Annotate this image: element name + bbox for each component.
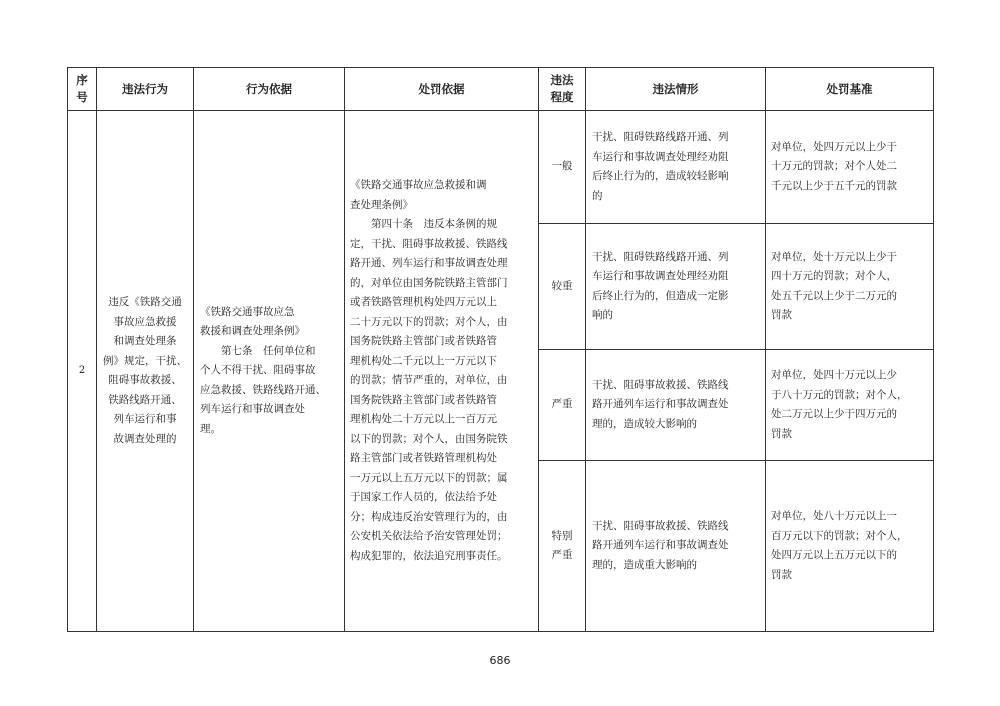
standard-cell: 对单位，处四万元以上少于 十万元的罚款；对个人处二 千元以上少于五千元的罚款 — [766, 111, 934, 224]
degree-cell: 一般 — [539, 111, 586, 224]
table-row — [68, 111, 934, 224]
table-header-row — [68, 68, 934, 111]
degree-cell: 较重 — [539, 224, 586, 350]
header-basis: 行为依据 — [194, 68, 345, 111]
case-cell: 干扰、阻碍铁路线路开通、列 车运行和事故调查处理经劝阻 后终止行为的，但造成一定影 响的 — [586, 224, 766, 350]
penalty-standard-table — [67, 67, 934, 632]
header-act: 违法行为 — [97, 68, 194, 111]
row-seq: 2 — [68, 111, 97, 632]
standard-cell: 对单位，处十万元以上少于 四十万元的罚款；对个人， 处五千元以上少于二万元的 罚款 — [766, 224, 934, 350]
penalty-basis-cell: 《铁路交通事故应急救援和调 查处理条例》 第四十条 违反本条例的规 定，干扰、阻碍事故救援、铁路线 路开通、列车运行和事故调查处理 的，对单位由国务院铁路主管部门 或者铁路管理机构处四万元以上 二十万元以下的罚款；对个人，由 国务院铁路主管部门或者铁路管 理机构处二千元以上一万元以下 的罚款；情节严重的，对单位，由 国务院铁路主管部门或者铁路管 理机构处二十万元以上一百万元 以下的罚款；对个人，由国务院铁 路主管部门或者铁路管理机构处 一万元以上五万元以下的罚款；属 于国家工作人员的，依法给予处 分；构成违反治安管理行为的，由 公安机关依法给予治安管理处罚； 构成犯罪的，依法追究刑事责任。 — [345, 111, 539, 632]
header-standard: 处罚基准 — [766, 68, 934, 111]
illegal-act-cell: 违反《铁路交通 事故应急救援 和调查处理条 例》规定，干扰、 阻碍事故救援、 铁路线路开通、 列车运行和事 故调查处理的 — [97, 111, 194, 632]
standard-cell: 对单位，处八十万元以上一 百万元以下的罚款；对个人， 处四万元以上五万元以下的 罚款 — [766, 461, 934, 632]
header-case: 违法情形 — [586, 68, 766, 111]
header-penalty-basis: 处罚依据 — [345, 68, 539, 111]
case-cell: 干扰、阻碍铁路线路开通、列 车运行和事故调查处理经劝阻 后终止行为的，造成较轻影响 的 — [586, 111, 766, 224]
header-seq: 序 号 — [68, 68, 97, 111]
case-cell: 干扰、阻碍事故救援、铁路线 路开通列车运行和事故调查处 理的，造成重大影响的 — [586, 461, 766, 632]
degree-cell: 特别 严重 — [539, 461, 586, 632]
standard-cell: 对单位，处四十万元以上少 于八十万元的罚款；对个人， 处二万元以上少于四万元的 罚款 — [766, 350, 934, 461]
case-cell: 干扰、阻碍事故救援、铁路线 路开通列车运行和事故调查处 理的，造成较大影响的 — [586, 350, 766, 461]
header-degree: 违法 程度 — [539, 68, 586, 111]
degree-cell: 严重 — [539, 350, 586, 461]
page-number: 686 — [489, 654, 511, 667]
act-basis-cell: 《铁路交通事故应急 救援和调查处理条例》 第七条 任何单位和 个人不得干扰、阻碍事故 应急救援、铁路线路开通、 列车运行和事故调查处 理。 — [194, 111, 345, 632]
